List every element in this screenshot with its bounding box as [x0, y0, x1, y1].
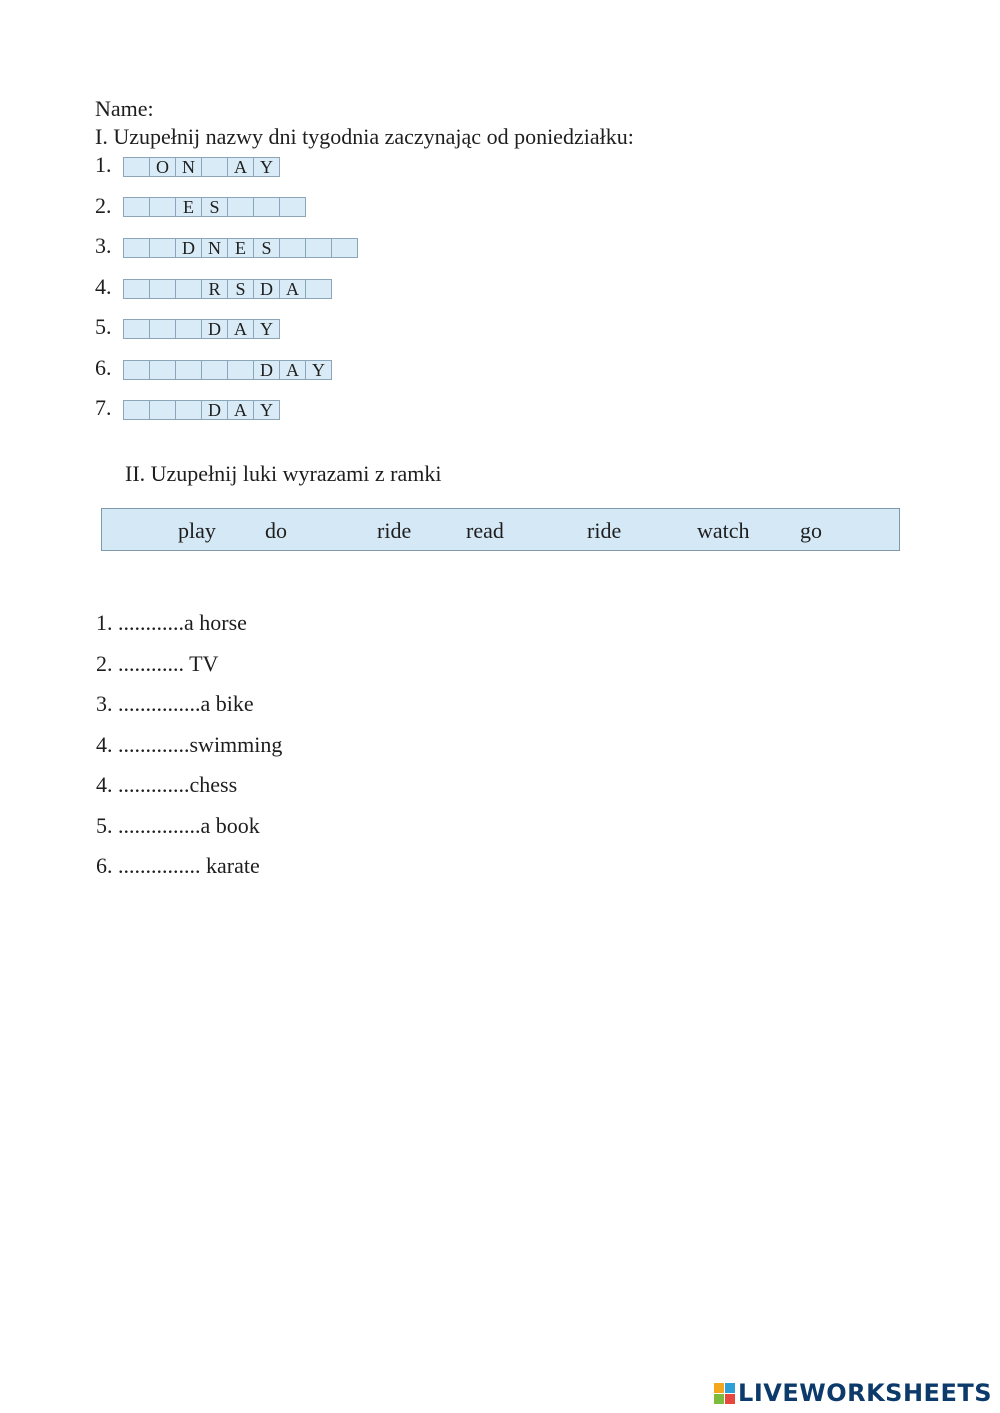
- liveworksheets-logo: [714, 1379, 992, 1407]
- letter-cell[interactable]: [305, 238, 332, 258]
- row-number: 3.: [95, 233, 112, 258]
- letter-cell: R: [201, 279, 228, 299]
- letter-cell: A: [279, 279, 306, 299]
- row-number: 6.: [95, 355, 112, 380]
- letter-cell[interactable]: [149, 319, 176, 339]
- letter-cell[interactable]: [149, 400, 176, 420]
- letter-cell[interactable]: [279, 238, 306, 258]
- letter-cell: D: [175, 238, 202, 258]
- letter-cell: S: [227, 279, 254, 299]
- exercise-item[interactable]: 1. ............a horse: [96, 610, 247, 635]
- task2-title: II. Uzupełnij luki wyrazami z ramki: [125, 461, 442, 486]
- row-number: 1.: [95, 152, 112, 177]
- row-number: 7.: [95, 395, 112, 420]
- letter-cell: D: [201, 400, 228, 420]
- letter-grid-5: [123, 319, 280, 339]
- letter-grid-4: [123, 279, 332, 299]
- letter-grid-1: [123, 157, 280, 177]
- letter-cell[interactable]: [175, 360, 202, 380]
- letter-cell: A: [227, 157, 254, 177]
- exercise-item[interactable]: 6. ............... karate: [96, 853, 260, 878]
- word-chip: play: [178, 518, 216, 543]
- letter-cell[interactable]: [123, 360, 150, 380]
- letter-cell[interactable]: [123, 400, 150, 420]
- letter-cell: D: [201, 319, 228, 339]
- letter-cell: S: [253, 238, 280, 258]
- logo-square: [714, 1394, 724, 1404]
- letter-cell[interactable]: [175, 279, 202, 299]
- letter-grid-7: [123, 400, 280, 420]
- letter-cell: A: [227, 319, 254, 339]
- letter-cell: E: [175, 197, 202, 217]
- letter-cell[interactable]: [279, 197, 306, 217]
- letter-cell: Y: [253, 157, 280, 177]
- word-chip: ride: [587, 518, 622, 543]
- letter-cell[interactable]: [149, 197, 176, 217]
- row-number: 5.: [95, 314, 112, 339]
- letter-cell[interactable]: [123, 197, 150, 217]
- letter-cell[interactable]: [123, 279, 150, 299]
- letter-cell[interactable]: [175, 319, 202, 339]
- letter-cell[interactable]: [201, 157, 228, 177]
- letter-cell[interactable]: [123, 238, 150, 258]
- word-chip: do: [265, 518, 287, 543]
- task1-title: I. Uzupełnij nazwy dni tygodnia zaczynając od poniedziałku:: [95, 124, 634, 149]
- word-box: [101, 508, 900, 551]
- letter-cell: O: [149, 157, 176, 177]
- letter-cell[interactable]: [123, 319, 150, 339]
- letter-cell[interactable]: [201, 360, 228, 380]
- word-chip: ride: [377, 518, 412, 543]
- letter-cell: D: [253, 360, 280, 380]
- exercise-item[interactable]: 4. .............swimming: [96, 732, 283, 757]
- row-number: 2.: [95, 193, 112, 218]
- row-number: 4.: [95, 274, 112, 299]
- letter-grid-2: [123, 197, 306, 217]
- letter-grid-3: [123, 238, 358, 258]
- logo-square: [725, 1383, 735, 1393]
- word-chip: read: [466, 518, 504, 543]
- word-chip: go: [800, 518, 822, 543]
- letter-cell[interactable]: [331, 238, 358, 258]
- logo-text: LIVEWORKSHEETS: [738, 1379, 992, 1407]
- letter-cell: N: [175, 157, 202, 177]
- letter-cell: Y: [305, 360, 332, 380]
- letter-cell: D: [253, 279, 280, 299]
- letter-cell: E: [227, 238, 254, 258]
- logo-squares-icon: [714, 1383, 735, 1404]
- letter-cell[interactable]: [175, 400, 202, 420]
- letter-cell[interactable]: [227, 360, 254, 380]
- letter-cell: A: [279, 360, 306, 380]
- exercise-item[interactable]: 2. ............ TV: [96, 651, 219, 676]
- word-chip: watch: [697, 518, 750, 543]
- letter-cell[interactable]: [149, 279, 176, 299]
- letter-cell[interactable]: [149, 360, 176, 380]
- letter-cell[interactable]: [149, 238, 176, 258]
- letter-cell[interactable]: [123, 157, 150, 177]
- exercise-item[interactable]: 5. ...............a book: [96, 813, 260, 838]
- logo-square: [714, 1383, 724, 1393]
- letter-cell: S: [201, 197, 228, 217]
- letter-cell[interactable]: [305, 279, 332, 299]
- letter-cell[interactable]: [253, 197, 280, 217]
- letter-cell: N: [201, 238, 228, 258]
- logo-square: [725, 1394, 735, 1404]
- name-label: Name:: [95, 96, 154, 121]
- letter-cell: Y: [253, 400, 280, 420]
- exercise-item[interactable]: 3. ...............a bike: [96, 691, 254, 716]
- letter-cell: A: [227, 400, 254, 420]
- letter-grid-6: [123, 360, 332, 380]
- exercise-item[interactable]: 4. .............chess: [96, 772, 238, 797]
- letter-cell: Y: [253, 319, 280, 339]
- letter-cell[interactable]: [227, 197, 254, 217]
